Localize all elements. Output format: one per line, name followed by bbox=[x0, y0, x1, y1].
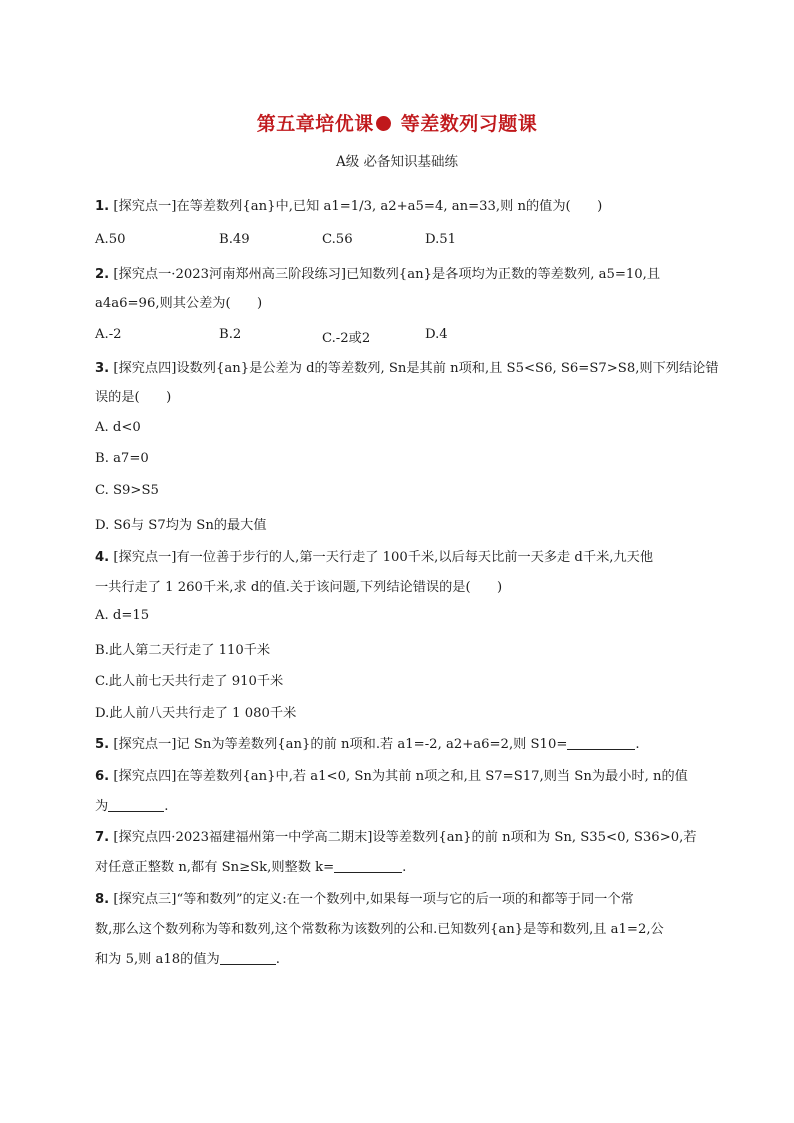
question-3 bbox=[95, 357, 719, 376]
question-8 bbox=[95, 888, 634, 907]
question-tag: [探究点四·2023福建福州第一中学高二期末] bbox=[113, 830, 373, 845]
q2-option-c: C.-2或2 bbox=[322, 331, 371, 346]
question-6-cont: 为 . bbox=[95, 799, 169, 814]
question-number: 1. bbox=[95, 199, 110, 214]
question-8-cont: 数,那么这个数列称为等和数列,这个常数称为该数列的公和.已知数列{an}是等和数列,且 a1=2,公 bbox=[95, 922, 664, 937]
chapter-title-main: 第五章培优课 bbox=[256, 113, 374, 135]
question-3-cont: 误的是( ) bbox=[95, 390, 172, 405]
question-number: 3. bbox=[95, 361, 110, 376]
question-4-cont: 一共行走了 1 260千米,求 d的值.关于该问题,下列结论错误的是( ) bbox=[95, 580, 503, 595]
question-text: 记 Sn为等差数列{an}的前 n项和.若 a1=-2, a2+a6=2,则 S10= bbox=[176, 737, 568, 752]
q1-option-a: A.50 bbox=[95, 232, 126, 247]
question-5: 5. [探究点一]记 Sn为等差数列{an}的前 n项和.若 a1=-2, a2+a6=2,则 S10= . bbox=[95, 737, 640, 752]
question-number: 6. bbox=[95, 769, 110, 784]
question-text: 设数列{an}是公差为 d的等差数列, Sn是其前 n项和,且 S5<S6, S6=S7>S8,则下列结论错 bbox=[176, 361, 719, 376]
q1-option-d: D.51 bbox=[425, 232, 457, 247]
question-6 bbox=[95, 765, 688, 784]
question-text: “等和数列”的定义:在一个数列中,如果每一项与它的后一项的和都等于同一个常 bbox=[176, 892, 634, 907]
question-2-cont: a4a6=96,则其公差为( ) bbox=[95, 296, 263, 311]
q4-option-b: B.此人第二天行走了 110千米 bbox=[95, 643, 271, 658]
question-8-cont-2: 和为 5,则 a18的值为 . bbox=[95, 952, 280, 967]
question-text: 设等差数列{an}的前 n项和为 Sn, S35<0, S36>0,若 bbox=[372, 830, 697, 845]
question-tag: [探究点一] bbox=[113, 550, 177, 565]
question-number: 5. bbox=[95, 737, 110, 752]
chapter-title bbox=[0, 109, 794, 136]
numbered-circle-icon bbox=[376, 116, 391, 131]
q3-option-c: C. S9>S5 bbox=[95, 483, 159, 498]
question-tag: [探究点三] bbox=[113, 892, 177, 907]
q4-option-d: D.此人前八天共行走了 1 080千米 bbox=[95, 706, 297, 721]
q1-option-c: C.56 bbox=[322, 232, 353, 247]
q4-option-c: C.此人前七天共行走了 910千米 bbox=[95, 674, 284, 689]
question-tag: [探究点四] bbox=[113, 361, 177, 376]
question-text: 已知数列{an}是各项均为正数的等差数列, a5=10,且 bbox=[346, 267, 661, 282]
chapter-title-topic: 等差数列习题课 bbox=[400, 113, 538, 135]
q1-option-b: B.49 bbox=[219, 232, 250, 247]
question-1 bbox=[95, 195, 602, 214]
answer-blank[interactable] bbox=[334, 860, 402, 873]
question-2 bbox=[95, 263, 660, 282]
answer-blank[interactable] bbox=[567, 737, 635, 750]
question-number: 4. bbox=[95, 550, 110, 565]
q3-option-b: B. a7=0 bbox=[95, 451, 149, 466]
question-tag: [探究点四] bbox=[113, 769, 177, 784]
question-4 bbox=[95, 546, 653, 565]
question-tag: [探究点一·2023河南郑州高三阶段练习] bbox=[113, 267, 347, 282]
answer-blank[interactable] bbox=[108, 799, 164, 812]
q2-option-a: A.-2 bbox=[95, 327, 122, 342]
question-number: 7. bbox=[95, 830, 110, 845]
question-text: 在等差数列{an}中,已知 a1=1/3, a2+a5=4, an=33,则 n的值为( ) bbox=[176, 199, 603, 214]
q2-option-b: B.2 bbox=[219, 327, 242, 342]
q3-option-a: A. d<0 bbox=[95, 420, 141, 435]
question-number: 8. bbox=[95, 892, 110, 907]
section-subtitle: A级 必备知识基础练 bbox=[335, 154, 459, 170]
q3-option-d: D. S6与 S7均为 Sn的最大值 bbox=[95, 518, 267, 533]
question-text: 有一位善于步行的人,第一天行走了 100千米,以后每天比前一天多走 d千米,九天他 bbox=[176, 550, 654, 565]
question-text: 在等差数列{an}中,若 a1<0, Sn为其前 n项之和,且 S7=S17,则当 Sn为最小时, n的值 bbox=[176, 769, 688, 784]
question-7 bbox=[95, 826, 697, 845]
question-tag: [探究点一] bbox=[113, 737, 177, 752]
q4-option-a: A. d=15 bbox=[95, 608, 150, 623]
q2-option-d: D.4 bbox=[425, 327, 448, 342]
question-7-cont: 对任意正整数 n,都有 Sn≥Sk,则整数 k= . bbox=[95, 860, 407, 875]
question-number: 2. bbox=[95, 267, 110, 282]
question-tag: [探究点一] bbox=[113, 199, 177, 214]
answer-blank[interactable] bbox=[220, 952, 276, 965]
